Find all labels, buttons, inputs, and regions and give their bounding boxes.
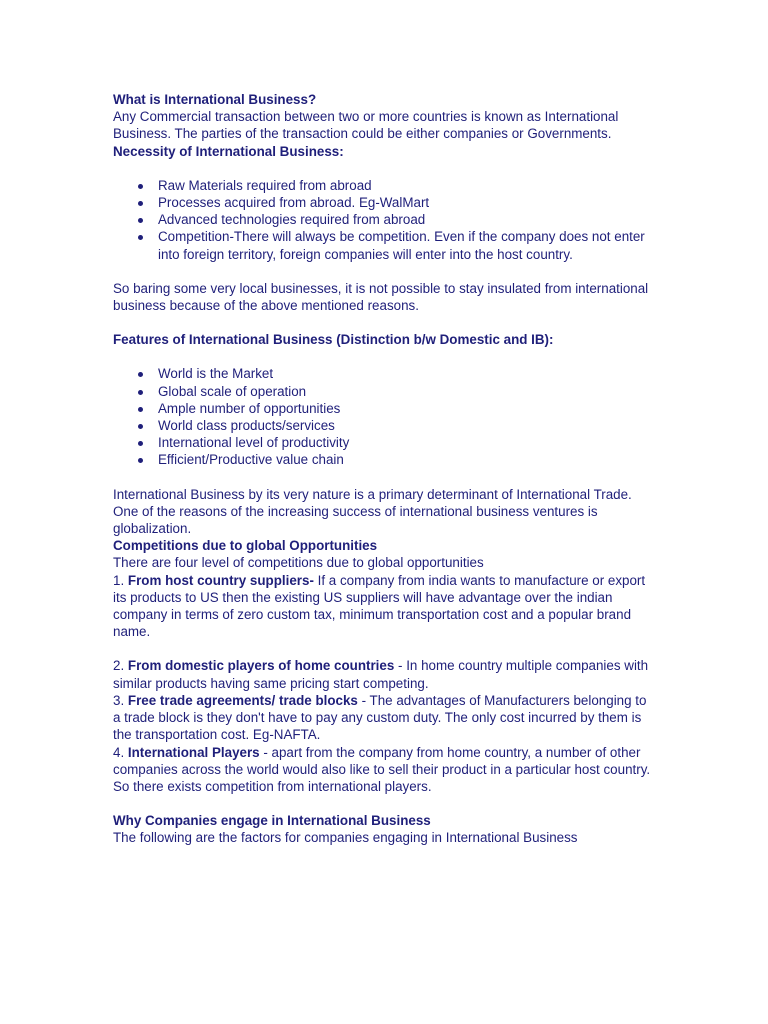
definition-paragraph: Any Commercial transaction between two or more countries is known as International Business. The parties of the transaction could be either companies or Governments. xyxy=(113,109,619,142)
item-number: 3. xyxy=(113,692,125,708)
necessity-list xyxy=(113,177,653,263)
section-heading-features: Features of International Business (Distinction b/w Domestic and IB): xyxy=(113,332,554,348)
section-heading-what-is-ib: What is International Business? xyxy=(113,92,317,107)
list-item: World is the Market xyxy=(158,365,653,382)
document-page xyxy=(113,91,653,847)
list-item: Global scale of operation xyxy=(158,383,653,400)
competition-item-2 xyxy=(113,657,653,691)
item-title: From host country suppliers- xyxy=(127,572,314,588)
list-item: Processes acquired from abroad. Eg-WalMart xyxy=(158,194,653,211)
list-item: Competition-There will always be competition. Even if the company does not enter into foreign territory, foreign companies will enter into the host country. xyxy=(158,228,653,262)
list-item: Efficient/Productive value chain xyxy=(158,451,653,468)
list-item: International level of productivity xyxy=(158,434,653,451)
competition-item-1 xyxy=(113,572,653,641)
competition-item-4 xyxy=(113,744,653,796)
list-item: Raw Materials required from abroad xyxy=(158,177,653,194)
list-item: Advanced technologies required from abroad xyxy=(158,211,653,228)
item-text: - apart from the company from home country, a number of other companies across the world would also like to sell their product in a particular host country. So there exists competition from international players. xyxy=(113,744,651,794)
necessity-summary-paragraph: So baring some very local businesses, it is not possible to stay insulated from international business because of the above mentioned reasons. xyxy=(113,280,649,314)
features-list xyxy=(113,365,653,468)
factors-intro: The following are the factors for companies engaging in International Business xyxy=(113,830,578,846)
competition-item-3 xyxy=(113,692,653,744)
item-number: 4. xyxy=(113,744,125,760)
competitions-intro: There are four level of competitions due to global opportunities xyxy=(113,555,484,571)
list-item: World class products/services xyxy=(158,417,653,434)
globalization-paragraph: International Business by its very nature is a primary determinant of International Trade. One of the reasons of the increasing success of international business ventures is globalization. xyxy=(113,486,632,537)
item-title: From domestic players of home countries xyxy=(127,658,395,674)
section-heading-competitions: Competitions due to global Opportunities xyxy=(113,538,378,554)
item-text: - In home country multiple companies with similar products having same pricing start competing. xyxy=(113,658,649,691)
item-title: International Players xyxy=(127,744,260,760)
item-number: 1. xyxy=(113,572,125,588)
item-number: 2. xyxy=(113,658,125,674)
item-text: If a company from india wants to manufacture or export its products to US then the existing US suppliers will have advantage over the indian company in terms of zero custom tax, minimum transportation cost and a popular brand name. xyxy=(113,572,646,640)
section-heading-necessity: Necessity of International Business: xyxy=(113,143,344,159)
item-title: Free trade agreements/ trade blocks xyxy=(127,692,358,708)
list-item: Ample number of opportunities xyxy=(158,400,653,417)
section-heading-why-companies: Why Companies engage in International Business xyxy=(113,813,431,829)
item-text: - The advantages of Manufacturers belonging to a trade block is they don't have to pay any custom duty. The only cost incurred by them is the transportation cost. Eg-NAFTA. xyxy=(113,692,647,743)
